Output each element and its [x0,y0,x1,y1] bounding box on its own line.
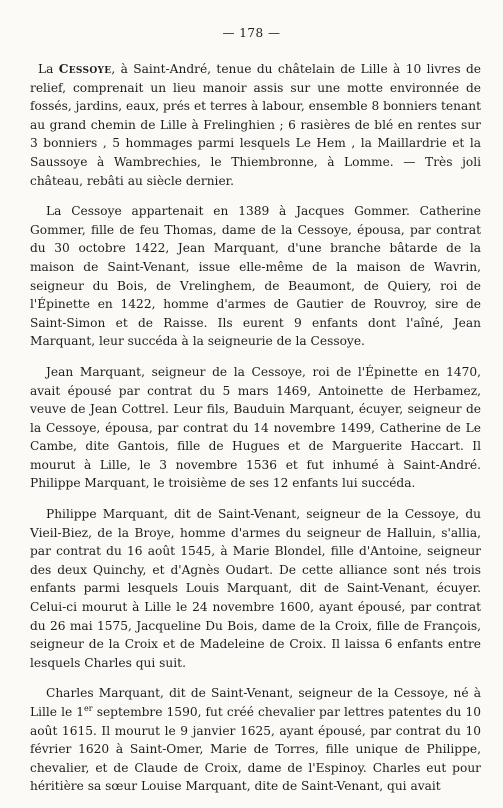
paragraph-text-a: Charles Marquant, dit de Saint-Venant, seigneur de la Cessoye, né à Lille le 1 [30,686,481,719]
paragraph-cessoye-description [30,60,481,190]
paragraph-philippe-marquant: Philippe Marquant, dit de Saint-Venant, seigneur de la Cessoye, du Vieil-Biez, de la Broye, homme d'armes du seigneur de Halluin, s'allia, par contrat du 16 août 1545, à Marie Blondel, fille d'Antoine, seigneur des deux Quinchy, et d'Agnès Oudart. De cette alliance sont nés trois enfants parmi lesquels Louis Marquant, dit de Saint-Venant, écuyer. Celui-ci mourut à Lille le 24 novembre 1600, ayant épousé, par contrat du 26 mai 1575, Jacqueline Du Bois, dame de la Croix, fille de François, seigneur de la Croix et de Madeleine de Croix. Il laissa 6 enfants entre lesquels Charles qui suit. [30,507,481,670]
heading-cessoye: Cessoye [58,62,112,76]
paragraph-charles-marquant [30,684,481,796]
paragraph-gommer: La Cessoye appartenait en 1389 à Jacques Gommer. Catherine Gommer, fille de feu Thomas, dame de la Cessoye, épousa, par contrat du 30 octobre 1422, Jean Marquant, d'une branche bâtarde de la maison de Saint-Venant, issue elle-même de la maison de Wavrin, seigneur du Bois, de Vrelinghem, de Beaumont, de Quiery, roi de l'Épinette en 1422, homme d'armes de Gautier de Rouvroy, sire de Saint-Simon et de Raisse. Ils eurent 9 enfants dont l'aîné, Jean Marquant, leur succéda à la seigneurie de la Cessoye. [30,204,481,349]
paragraph-text: , à Saint-André, tenue du châtelain de Lille à 10 livres de relief, comprenait un lieu manoir assis sur une motte environnée de fossés, jardins, eaux, prés et terres à labour, ensemble 8 bonniers tenant au grand chemin de Lille à Frelinghien ; 6 rasières de blé en rentes sur 3 bonniers , 5 hommages parmi lesquels Le Hem , la Maillardrie et la Saussoye à Wambrechies, le Thiembronne, à Lomme. [30,62,481,169]
paragraph-closing: — Très joli château, rebâti au siècle dernier. [30,154,481,188]
page-number: — 178 — [222,26,281,40]
page-body [30,60,481,808]
paragraph-text-b: septembre 1590, fut créé chevalier par lettres patentes du 10 août 1615. Il mourut le 9 janvier 1625, ayant épousé, par contrat du 10 février 1620 à Saint-Omer, Marie de Torres, fille unique de Philippe, chevalier, et de Claude de Croix, dame de l'Espinoy. Charles eut pour héritière sa sœur Louise Marquant, dite de Saint-Venant, qui avait [30,705,481,794]
ordinal-superscript: er [84,703,93,713]
paragraph-lead: La [38,62,59,76]
paragraph-jean-marquant: Jean Marquant, seigneur de la Cessoye, roi de l'Épinette en 1470, avait épousé par contrat du 5 mars 1469, Antoinette de Herbamez, veuve de Jean Cottrel. Leur fils, Bauduin Marquant, écuyer, seigneur de la Cessoye, épousa, par contrat du 14 novembre 1499, Catherine de Le Cambe, dite Gantois, fille de Hugues et de Marguerite Haccart. Il mourut à Lille, le 3 novembre 1536 et fut inhumé à Saint-André. Philippe Marquant, le troisième de ses 12 enfants lui succéda. [30,364,481,491]
